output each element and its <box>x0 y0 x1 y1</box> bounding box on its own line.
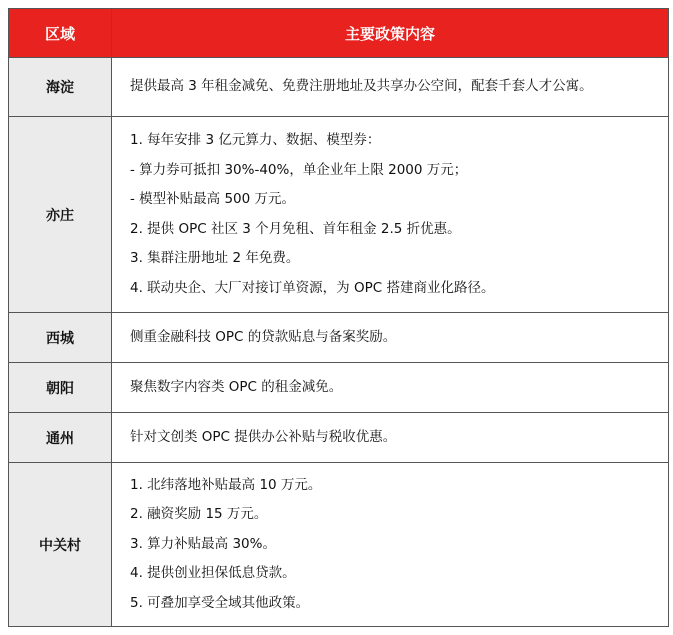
district-tongzhou: 通州 <box>9 413 112 463</box>
content-line: 2. 融资奖励 15 万元。 <box>130 506 268 523</box>
content-line: 1. 每年安排 3 亿元算力、数据、模型券： <box>130 132 381 148</box>
table-row-xicheng <box>9 313 669 363</box>
content-yizhuang <box>112 117 669 313</box>
policy-table <box>8 8 669 627</box>
district-xicheng: 西城 <box>9 313 112 363</box>
content-haidian <box>112 58 669 117</box>
header-district: 区域 <box>9 9 112 58</box>
content-xicheng <box>112 313 669 363</box>
content-zhongguancun <box>112 463 669 627</box>
content-line: 3. 算力补贴最高 30%。 <box>130 535 276 552</box>
content-tongzhou <box>112 413 669 463</box>
table-row-yizhuang <box>9 117 669 313</box>
content-line: 4. 联动央企、大厂对接订单资源，为 OPC 搭建商业化路径。 <box>130 279 495 296</box>
header-content: 主要政策内容 <box>112 9 669 58</box>
district-haidian: 海淀 <box>9 58 112 117</box>
content-line: 2. 提供 OPC 社区 3 个月免租、首年租金 2.5 折优惠。 <box>130 220 461 237</box>
content-line: 3. 集群注册地址 2 年免费。 <box>130 250 300 266</box>
content-line: 聚焦数字内容类 OPC 的租金减免。 <box>130 378 343 395</box>
content-line: - 算力券可抵扣 30%-40%，单企业年上限 2000 万元； <box>130 161 468 178</box>
content-line: 提供最高 3 年租金减免、免费注册地址及共享办公空间，配套千套人才公寓。 <box>130 78 593 95</box>
content-line: 5. 可叠加享受全域其他政策。 <box>130 594 310 611</box>
table-row-haidian <box>9 58 669 117</box>
content-chaoyang <box>112 363 669 413</box>
content-line: 1. 北纬落地补贴最高 10 万元。 <box>130 476 322 493</box>
content-line: 针对文创类 OPC 提供办公补贴与税收优惠。 <box>130 428 397 445</box>
table-row-tongzhou <box>9 413 669 463</box>
district-yizhuang: 亦庄 <box>9 117 112 313</box>
table-row-chaoyang <box>9 363 669 413</box>
district-chaoyang: 朝阳 <box>9 363 112 413</box>
content-line: 侧重金融科技 OPC 的贷款贴息与备案奖励。 <box>130 328 397 345</box>
table-row-zhongguancun <box>9 463 669 627</box>
content-line: 4. 提供创业担保低息贷款。 <box>130 565 296 582</box>
table-header-row <box>9 9 669 58</box>
district-zhongguancun: 中关村 <box>9 463 112 627</box>
content-line: - 模型补贴最高 500 万元。 <box>130 191 296 207</box>
